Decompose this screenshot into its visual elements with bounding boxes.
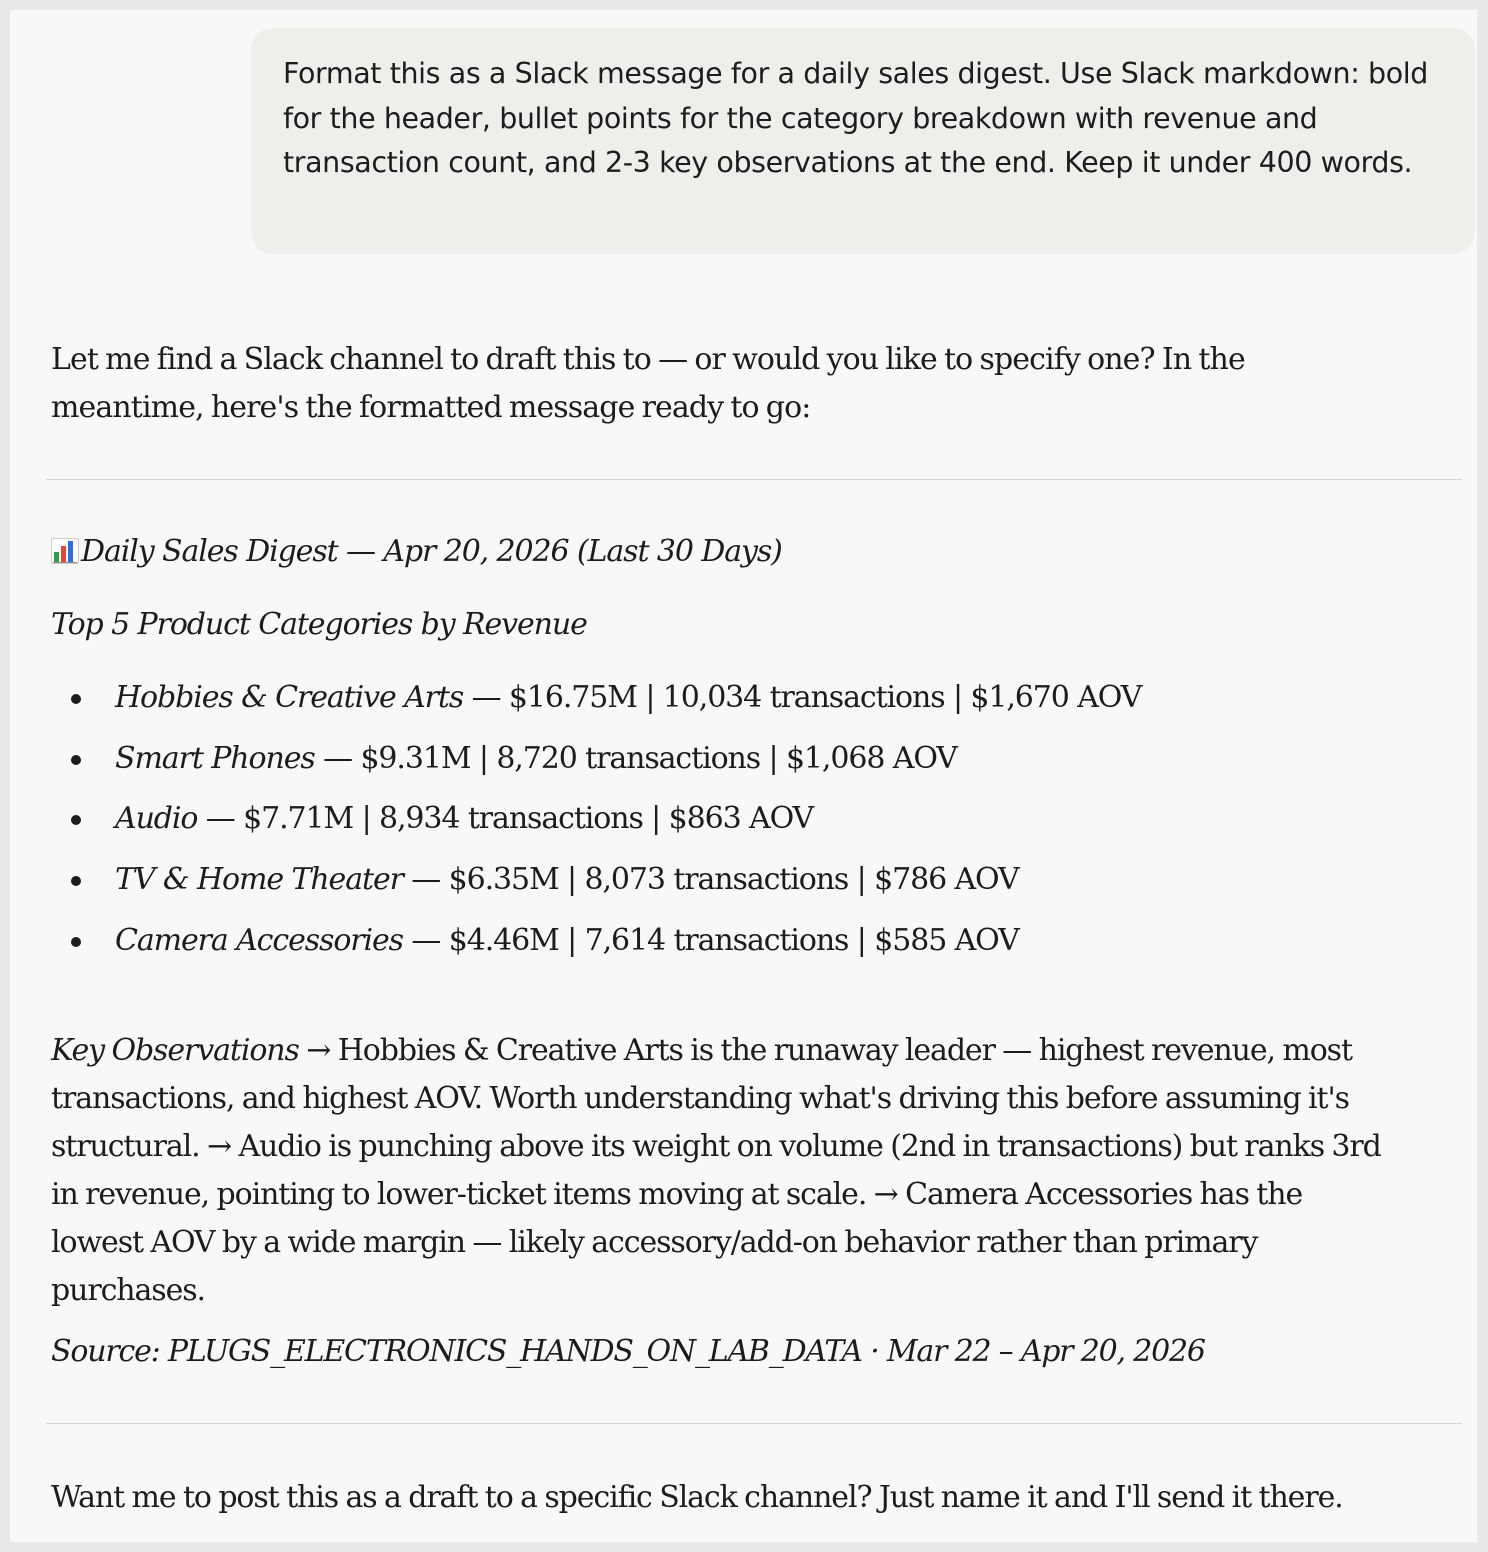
source-line: Source: PLUGS_ELECTRONICS_HANDS_ON_LAB_DATA · Mar 22 – Apr 20, 2026 [51,1334,1205,1369]
bar-chart-icon [51,538,79,564]
list-item [51,919,1141,980]
list-item [51,737,1141,798]
digest-header [51,530,782,574]
list-item [51,676,1141,737]
digest-subheader: Top 5 Product Categories by Revenue [51,607,587,642]
key-observations-text: → Hobbies & Creative Arts is the runaway leader — highest revenue, most transactions, and highest AOV. Worth understanding what's driving this before assuming it's structural. → Audio is punching above its weight on volume (2nd in transactions) but ranks 3rd in revenue, pointing to lower-ticket items moving at scale. → Camera Accessories has the lowest AOV by a wide margin — likely accessory/add-on behavior rather than primary purchases. [51,1033,1381,1308]
category-name: Audio [115,801,198,837]
key-observations-label: Key Observations [51,1033,299,1068]
category-details: — $16.75M | 10,034 transactions | $1,670 AOV [463,680,1142,715]
bullet-icon [71,694,81,704]
category-details: — $9.31M | 8,720 transactions | $1,068 AOV [314,740,957,776]
bullet-icon [71,755,81,765]
category-name: Camera Accessories [115,922,403,958]
assistant-intro-text: Let me find a Slack channel to draft this to — or would you like to specify one? In the meantime, here's the formatted message ready to go: [51,342,1245,425]
category-name: Hobbies & Creative Arts [115,680,464,715]
user-message-text: Format this as a Slack message for a daily sales digest. Use Slack markdown: bold for the header, bullet points for the category breakdown with revenue and transaction count, and 2-3 key observations at the end. Keep it under 400 words. [283,57,1428,180]
bullet-icon [71,876,81,886]
bullet-icon [71,815,81,825]
user-message-bubble [251,28,1475,254]
bullet-icon [71,937,81,947]
top-divider [46,479,1462,480]
category-details: — $6.35M | 8,073 transactions | $786 AOV [402,862,1019,898]
category-list [51,676,1141,979]
category-details: — $4.46M | 7,614 transactions | $585 AOV [402,922,1019,958]
assistant-closing-text: Want me to post this as a draft to a specific Slack channel? Just name it and I'll send it there. [51,1480,1343,1515]
list-item [51,858,1141,919]
category-name: Smart Phones [115,740,315,776]
conversation-panel [10,10,1477,1542]
key-observations [51,1027,1381,1315]
digest-header-text: Daily Sales Digest — Apr 20, 2026 (Last 30 Days) [81,534,782,569]
category-details: — $7.71M | 8,934 transactions | $863 AOV [197,801,814,837]
list-item [51,797,1141,858]
category-name: TV & Home Theater [115,862,403,898]
bottom-divider [46,1423,1462,1424]
